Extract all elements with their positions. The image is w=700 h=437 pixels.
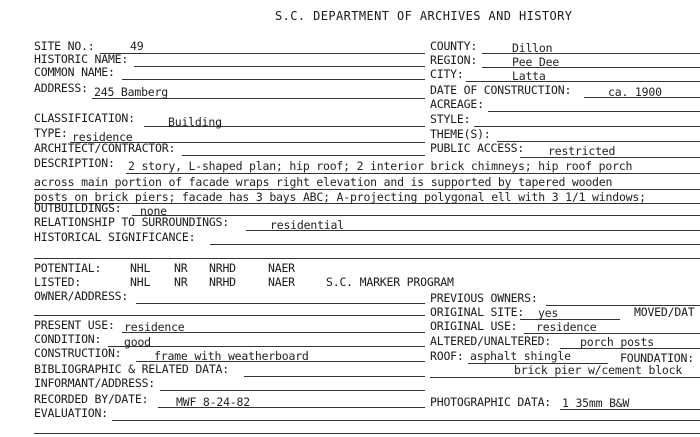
description-rule-3 xyxy=(34,203,700,204)
page-title: S.C. DEPARTMENT OF ARCHIVES AND HISTORY xyxy=(275,9,573,23)
common-name-label: COMMON NAME: xyxy=(34,65,115,79)
site-no-value: 49 xyxy=(130,39,144,53)
outbuildings-value: none xyxy=(140,204,167,218)
address-value: 245 Bamberg xyxy=(94,85,168,99)
potential-label: POTENTIAL: xyxy=(34,261,102,275)
region-label: REGION: xyxy=(430,53,478,67)
public-access-label: PUBLIC ACCESS: xyxy=(430,141,525,155)
photographic-value: 1 35mm B&W xyxy=(562,396,630,410)
owner-label: OWNER/ADDRESS: xyxy=(34,289,129,303)
description-line-1: 2 story, L-shaped plan; hip roof; 2 interior brick chimneys; hip roof porch xyxy=(128,159,633,173)
informant-line xyxy=(160,390,425,391)
original-use-value: residence xyxy=(536,320,597,334)
original-use-label: ORIGINAL USE: xyxy=(430,319,518,333)
potential-nhl: NHL xyxy=(130,261,151,275)
present-use-value: residence xyxy=(124,320,185,334)
bibliographic-label: BIBLIOGRAPHIC & RELATED DATA: xyxy=(34,362,229,376)
date-construction-value: ca. 1900 xyxy=(608,85,662,99)
potential-naer: NAER xyxy=(268,261,295,275)
site-no-label: SITE NO.: xyxy=(34,39,95,53)
outbuildings-label: OUTBUILDINGS: xyxy=(34,201,122,215)
region-value: Pee Dee xyxy=(512,55,560,69)
significance-line xyxy=(210,244,700,245)
themes-line xyxy=(497,141,700,142)
listed-nr: NR xyxy=(174,275,188,289)
owner-line xyxy=(136,303,425,304)
listed-nrhd: NRHD xyxy=(209,275,236,289)
historic-name-label: HISTORIC NAME: xyxy=(34,52,129,66)
potential-nr: NR xyxy=(174,261,188,275)
foundation-value: brick pier w/cement block xyxy=(514,363,683,377)
potential-nrhd: NRHD xyxy=(209,261,236,275)
architect-line xyxy=(182,155,425,156)
condition-value: good xyxy=(124,335,151,349)
county-label: COUNTY: xyxy=(430,39,478,53)
description-rule-1 xyxy=(126,173,700,174)
evaluation-line xyxy=(112,420,700,421)
roof-label: ROOF: xyxy=(430,349,464,363)
present-use-label: PRESENT USE: xyxy=(34,318,115,332)
condition-line xyxy=(108,346,425,347)
acreage-line xyxy=(488,111,700,112)
condition-label: CONDITION: xyxy=(34,332,102,346)
classification-label: CLASSIFICATION: xyxy=(34,111,135,125)
public-access-value: restricted xyxy=(548,144,616,158)
site-no-line xyxy=(100,53,425,54)
altered-value: porch posts xyxy=(580,335,654,349)
address-label: ADDRESS: xyxy=(34,81,88,95)
original-site-value: yes xyxy=(538,306,559,320)
city-line xyxy=(466,81,700,82)
description-line-3: posts on brick piers; facade has 3 bays ABC; A-projecting polygonal ell with 3 1/1 windows; xyxy=(34,190,646,204)
evaluation-line-2 xyxy=(34,433,700,434)
original-site-label: ORIGINAL SITE: xyxy=(430,305,525,319)
bibliographic-line xyxy=(244,376,425,377)
recorded-label: RECORDED BY/DATE: xyxy=(34,392,149,406)
county-value: Dillon xyxy=(512,41,553,55)
marker-program-label: S.C. MARKER PROGRAM xyxy=(326,275,454,289)
listed-label: LISTED: xyxy=(34,275,82,289)
blank-rule xyxy=(34,258,700,259)
altered-label: ALTERED/UNALTERED: xyxy=(430,334,552,348)
relationship-value: residential xyxy=(270,218,344,232)
relationship-label: RELATIONSHIP TO SURROUNDINGS: xyxy=(34,215,229,229)
type-value: residence xyxy=(72,130,133,144)
common-name-line xyxy=(122,79,425,80)
themes-label: THEME(S): xyxy=(430,127,491,141)
foundation-label: FOUNDATION: xyxy=(620,351,694,365)
classification-value: Building xyxy=(168,115,222,129)
style-label: STYLE: xyxy=(430,112,471,126)
photographic-label: PHOTOGRAPHIC DATA: xyxy=(430,395,552,409)
architect-label: ARCHITECT/CONTRACTOR: xyxy=(34,141,176,155)
city-value: Latta xyxy=(512,69,546,83)
informant-label: INFORMANT/ADDRESS: xyxy=(34,376,156,390)
type-label: TYPE: xyxy=(34,126,68,140)
significance-label: HISTORICAL SIGNIFICANCE: xyxy=(34,230,196,244)
recorded-value: MWF 8-24-82 xyxy=(176,395,250,409)
foundation-line xyxy=(430,377,700,378)
construction-label: CONSTRUCTION: xyxy=(34,346,122,360)
listed-naer: NAER xyxy=(268,275,295,289)
previous-owners-label: PREVIOUS OWNERS: xyxy=(430,291,538,305)
historic-name-line xyxy=(134,66,425,67)
owner-line-2 xyxy=(34,315,425,316)
acreage-label: ACREAGE: xyxy=(430,97,484,111)
listed-nhl: NHL xyxy=(130,275,151,289)
description-line-2: across main portion of facade wraps right elevation and is supported by tapered wooden xyxy=(34,175,613,189)
date-construction-label: DATE OF CONSTRUCTION: xyxy=(430,83,572,97)
description-label: DESCRIPTION: xyxy=(34,156,115,170)
construction-value: frame with weatherboard xyxy=(154,349,309,363)
style-line xyxy=(474,126,700,127)
moved-label: MOVED/DAT xyxy=(634,305,695,319)
city-label: CITY: xyxy=(430,67,464,81)
evaluation-label: EVALUATION: xyxy=(34,406,108,420)
roof-value: asphalt shingle xyxy=(470,349,571,363)
